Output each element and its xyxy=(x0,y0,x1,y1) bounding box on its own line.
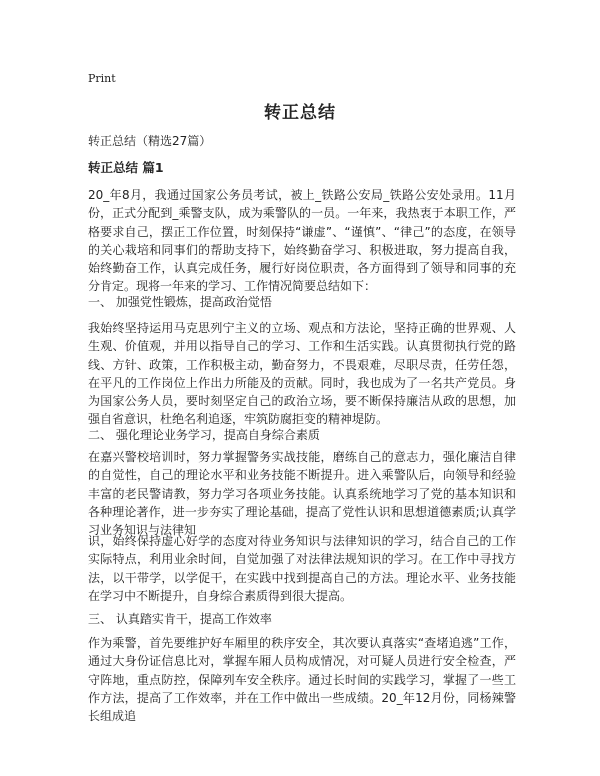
document-subtitle: 转正总结（精选27篇） xyxy=(88,134,212,148)
paragraph-work: 作为乘警，首先要维护好车厢里的秩序安全，其次要认真落实“查堵追逃”工作，通过大身份证信息比对，掌握车厢人员构成情况，对可疑人员进行安全检查，严守阵地，重点防控，保障列车安全秩序。通过长时间的实践学习，掌握了一些工作方法，提高了工作效率，并在工作中做出一些成绩。20_年12月份，同杨辣警长组成追 xyxy=(88,636,516,724)
section-heading-2: 二、 强化理论业务学习，提高自身综合素质 xyxy=(88,428,320,442)
section-heading-1: 一、 加强党性锻炼，提高政治觉悟 xyxy=(88,295,272,309)
paragraph-political: 我始终坚持运用马克思列宁主义的立场、观点和方法论，坚持正确的世界观、人生观、价值观，并用以指导自己的学习、工作和生活实践。认真贯彻执行党的路线、方针、政策，工作积极主动，勤奋努力，不畏艰难，尽职尽责，任劳任怨，在平凡的工作岗位上作出力所能及的贡献。同时，我也成为了一名共产党员。身为国家公务人员，要时刻坚定自己的政治立场，要不断保持廉洁从政的思想，加强自省意识，杜绝名利追逐，牢筑防腐拒变的精神堤防。 xyxy=(88,321,516,427)
paragraph-study-1: 在嘉兴警校培训时，努力掌握警务实战技能，磨练自己的意志力，强化廉洁自律的自觉性，自己的理论水平和业务技能不断提升。进入乘警队后，向领导和经验丰富的老民警请教，努力学习各项业务技能。认真系统地学习了党的基本知识和各种理论著作，进一步夯实了理论基础，提高了党性认识和思想道德素质;认真学习业务知识与法律知 xyxy=(88,450,516,538)
print-link[interactable]: Print xyxy=(88,72,116,85)
page-title: 转正总结 xyxy=(264,103,336,123)
paragraph-intro: 20_年8月，我通过国家公务员考试，被上_铁路公安局_铁路公安处录用。11月份，正式分配到_乘警支队，成为乘警队的一员。一年来，我热衷于本职工作，严格要求自己，摆正工作位置，时刻保持“谦虚”、“谨慎”、“律己”的态度，在领导的关心栽培和同事们的帮助支持下，始终勤奋学习、积极进取，努力提高自我，始终勤奋工作，认真完成任务，履行好岗位职责，各方面得到了领导和同事的充分肯定。现将一年来的学习、工作情况简要总结如下： xyxy=(88,188,516,294)
paragraph-study-2: 识，始终保持虚心好学的态度对待业务知识与法律知识的学习，结合自己的工作实际特点，利用业余时间，自觉加强了对法律法规知识的学习。在工作中寻找方法，以干带学，以学促干，在实践中找到提高自己的方法。理论水平、业务技能在学习中不断提升，自身综合素质得到很大提高。 xyxy=(88,534,516,603)
article-heading: 转正总结 篇1 xyxy=(88,160,164,175)
section-heading-3: 三、 认真踏实肯干，提高工作效率 xyxy=(88,612,272,626)
